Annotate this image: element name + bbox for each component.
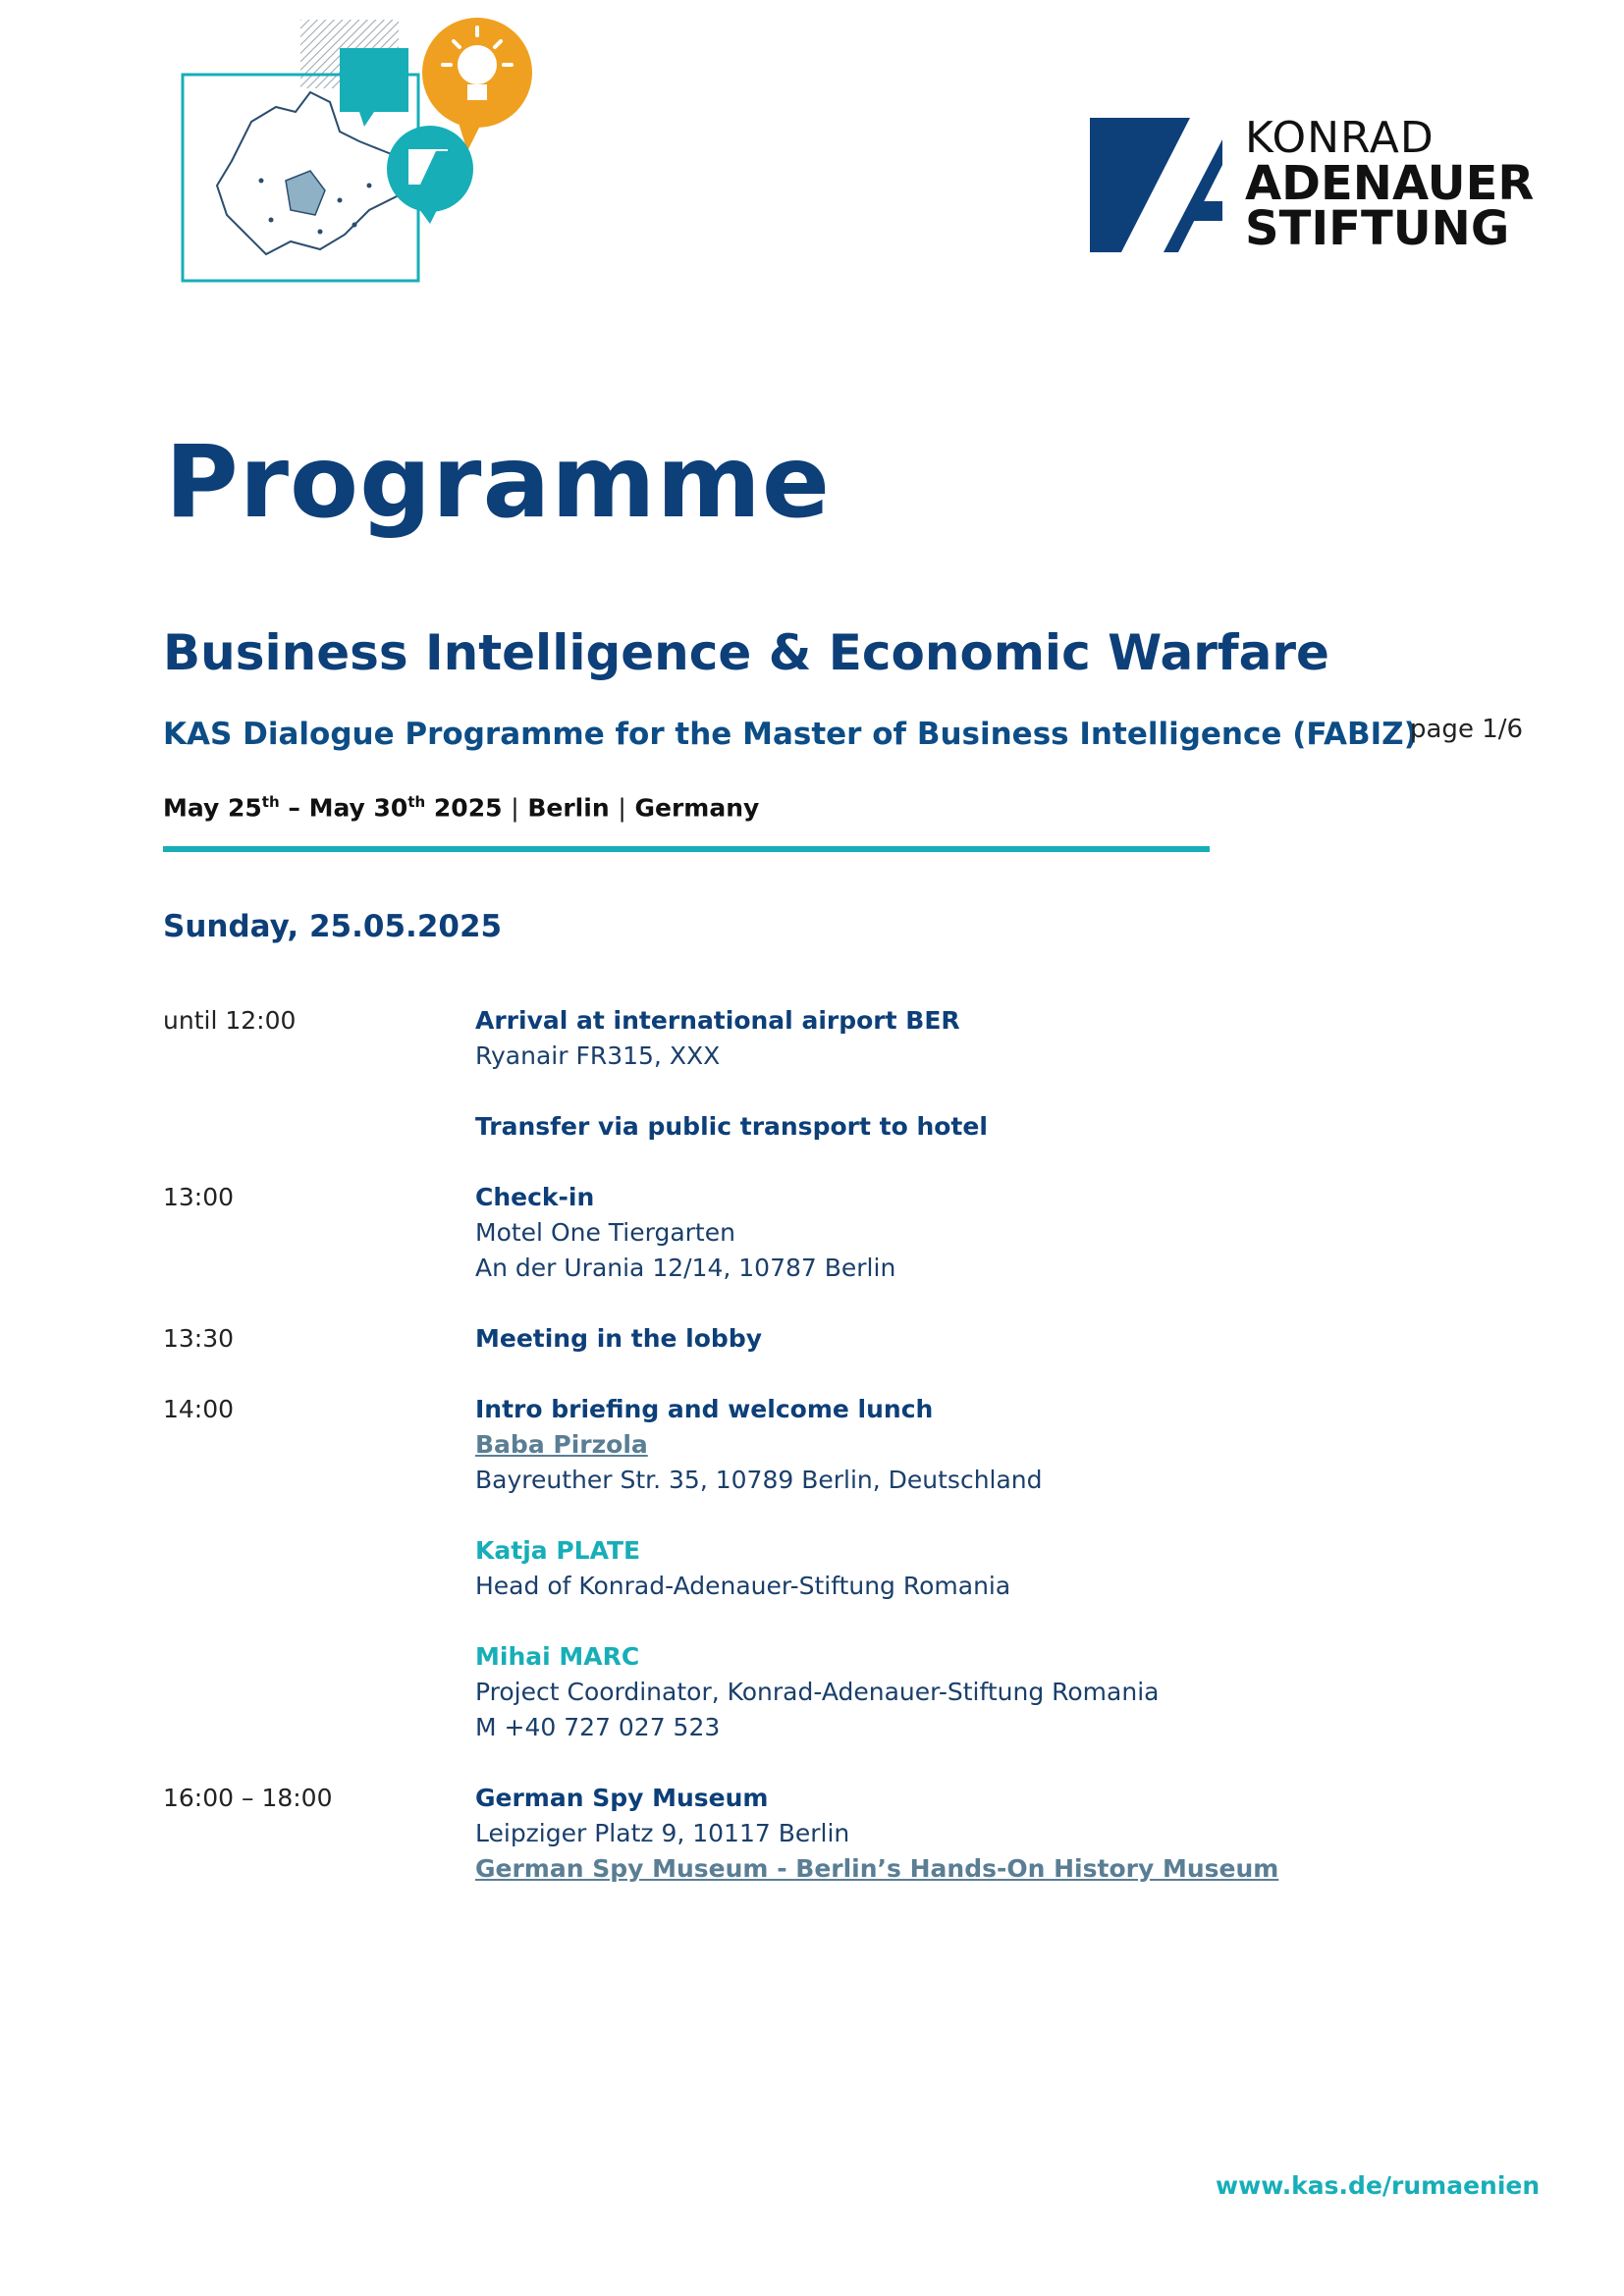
page-title: Programme [165,424,832,541]
speaker-phone: M +40 727 027 523 [475,1713,721,1741]
item-title-arrival: Arrival at international airport BER [475,1006,960,1035]
museum-address: Leipziger Platz 9, 10117 Berlin [475,1819,850,1847]
kas-logo-mark [1090,118,1222,252]
kas-logo-text [1245,113,1535,256]
header-divider [163,846,1210,852]
item-title-checkin: Check-in [475,1183,595,1211]
logo-line-3: STIFTUNG [1245,201,1510,256]
time-museum: 16:00 – 18:00 [163,1784,333,1812]
item-title-museum: German Spy Museum [475,1784,769,1812]
item-title-meeting: Meeting in the lobby [475,1324,763,1353]
date-start-suffix: th [261,793,280,811]
speaker-role: Head of Konrad-Adenauer-Stiftung Romania [475,1572,1011,1600]
speech-bubble-square [340,48,408,127]
logo-line-2: ADENAUER [1245,156,1535,211]
event-city: Berlin [518,793,619,823]
restaurant-address: Bayreuther Str. 35, 10789 Berlin, Deutschland [475,1466,1043,1494]
museum-link[interactable]: German Spy Museum - Berlin’s Hands-On History Museum [475,1854,1279,1883]
date-separator: | [618,793,626,823]
speaker-name: Mihai MARC [475,1642,640,1671]
page-number: page 1/6 [1410,715,1524,744]
date-start: May 25 [163,793,262,823]
restaurant-link[interactable]: Baba Pirzola [475,1430,648,1459]
date-end-suffix: th [407,793,426,811]
hotel-name: Motel One Tiergarten [475,1218,735,1247]
item-title-transfer: Transfer via public transport to hotel [475,1112,988,1141]
date-year: 2025 [425,793,512,823]
time-checkin: 13:00 [163,1183,235,1211]
europe-map-illustration [173,14,556,298]
time-lunch: 14:00 [163,1395,235,1423]
day-heading: Sunday, 25.05.2025 [163,909,503,944]
speaker-role: Project Coordinator, Konrad-Adenauer-Stiftung Romania [475,1678,1160,1706]
time-arrival: until 12:00 [163,1006,297,1035]
page-subtitle: Business Intelligence & Economic Warfare [163,624,1329,681]
time-meeting: 13:30 [163,1324,235,1353]
hotel-address: An der Urania 12/14, 10787 Berlin [475,1254,896,1282]
date-separator: | [511,793,519,823]
logo-line-1: KONRAD [1245,113,1435,163]
item-title-lunch: Intro briefing and welcome lunch [475,1395,934,1423]
footer-website-link[interactable]: www.kas.de/rumaenien [1216,2171,1541,2200]
programme-description: KAS Dialogue Programme for the Master of Business Intelligence (FABIZ) [163,717,1418,752]
item-detail-flight: Ryanair FR315, XXX [475,1041,721,1070]
speaker-name: Katja PLATE [475,1536,641,1565]
date-dash: – [279,793,309,823]
germany-highlight [286,171,325,215]
date-end: May 30 [308,793,408,823]
event-dates [163,793,759,822]
event-country: Germany [625,793,760,823]
